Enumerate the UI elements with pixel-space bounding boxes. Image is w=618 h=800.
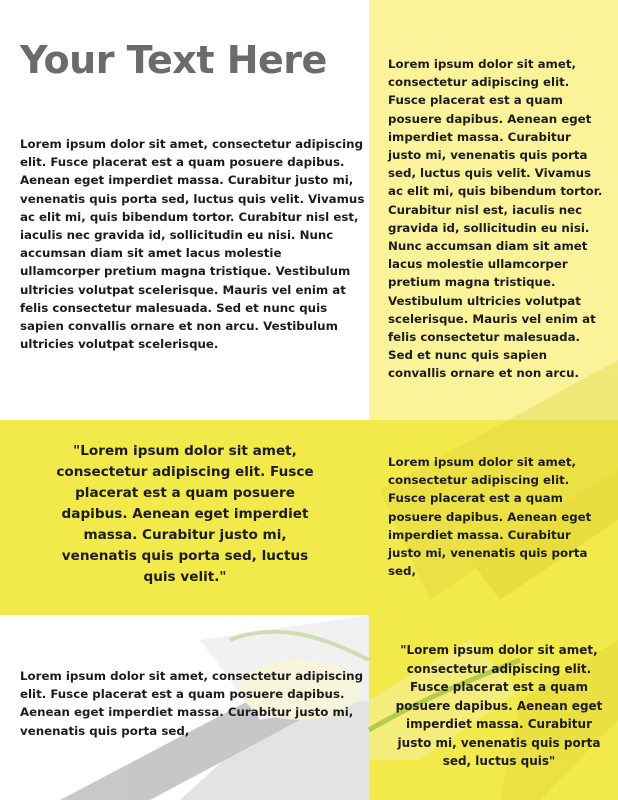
right-paragraph-1: Lorem ipsum dolor sit amet, consectetur adipiscing elit. Fusce placerat est a quam posuere dapibus. Aenean eget imperdiet massa. Curabitur justo mi, venenatis quis porta sed, luctus quis velit. Vivamus ac elit mi, quis bibendum tortor. Curabitur nisl est, iaculis nec gravida id, sollicitudin eu nisi. Nunc accumsan diam sit amet lacus molestie ullamcorper pretium magna tristique. Vestibulum ultricies volutpat scelerisque. Mauris vel enim at felis consectetur malesuada. Sed et nunc quis sapien convallis ornare et non arcu. — [388, 57, 603, 381]
pull-quote-1: "Lorem ipsum dolor sit amet, consectetur adipiscing elit. Fusce placerat est a quam posuere dapibus. Aenean eget imperdiet massa. Curabitur justo mi, venenatis quis porta sed, luctus quis velit." — [56, 443, 314, 585]
right-paragraph-2: Lorem ipsum dolor sit amet, consectetur adipiscing elit. Fusce placerat est a quam posuere dapibus. Aenean eget imperdiet massa. Curabitur justo mi, venenatis quis porta sed, — [388, 455, 592, 579]
left-paragraph-2: Lorem ipsum dolor sit amet, consectetur adipiscing elit. Fusce placerat est a quam posuere dapibus. Aenean eget imperdiet massa. Curabitur justo mi, venenatis quis porta sed, — [20, 669, 364, 738]
pull-quote-2: "Lorem ipsum dolor sit amet, consectetur adipiscing elit. Fusce placerat est a quam posuere dapibus. Aenean eget imperdiet massa. Curabitur justo mi, venenatis quis porta sed, luctus quis" — [395, 643, 603, 768]
page-title: Your Text Here — [20, 38, 327, 82]
left-paragraph-1: Lorem ipsum dolor sit amet, consectetur adipiscing elit. Fusce placerat est a quam posuere dapibus. Aenean eget imperdiet massa. Curabitur justo mi, venenatis quis porta sed, luctus quis velit. Vivamus ac elit mi, quis bibendum tortor. Curabitur nisl est, iaculis nec gravida id, sollicitudin eu nisi. Nunc accumsan diam sit amet lacus molestie ullamcorper pretium magna tristique. Vestibulum ultricies volutpat scelerisque. Mauris vel enim at felis consectetur malesuada. Sed et nunc quis sapien convallis ornare et non arcu. Vestibulum ultricies volutpat scelerisque. — [20, 137, 365, 352]
